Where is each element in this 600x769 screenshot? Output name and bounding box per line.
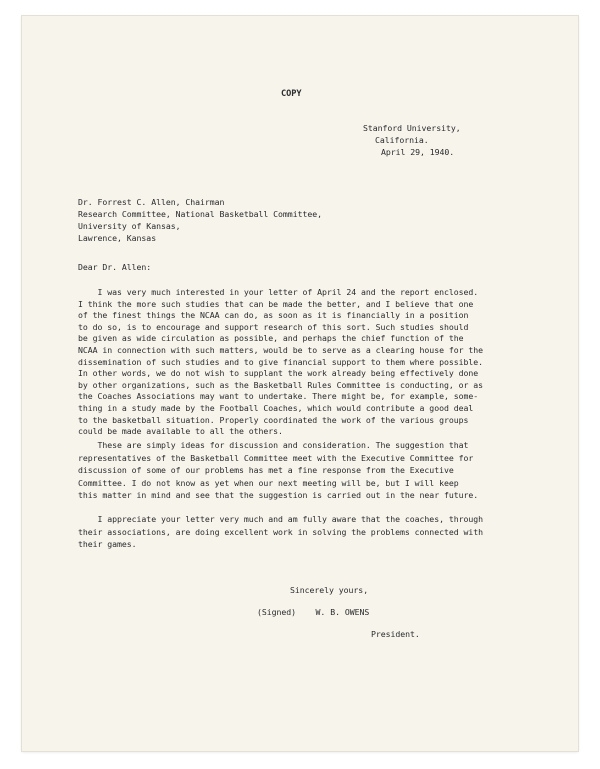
paragraph-line: could be made available to all the others. — [78, 426, 283, 437]
paragraph-line: their associations, are doing excellent work in solving the problems connected with — [78, 526, 483, 537]
letter-date: April 29, 1940. — [381, 147, 455, 157]
paragraph-line: dissemination of such studies and to give financial support to them where possible. — [78, 356, 483, 367]
closing: Sincerely yours, — [290, 585, 369, 595]
paragraph-line: I think the more such studies that can be made the better, and I believe that one — [78, 298, 474, 309]
recipient-city: Lawrence, Kansas — [78, 233, 157, 243]
paragraph-line: of the finest things the NCAA can do, as soon as it is financially in a position — [78, 310, 469, 321]
salutation: Dear Dr. Allen: — [78, 262, 152, 272]
paragraph-line: In other words, we do not wish to supplant the work already being effectively done — [78, 368, 479, 379]
paragraph-line: Committee. I do not know as yet when our next meeting will be, but I will keep — [78, 477, 459, 488]
signature-line: (Signed) W. B. OWENS — [257, 607, 370, 617]
body-paragraph-1 — [78, 287, 483, 438]
sender-state: California. — [375, 135, 429, 145]
paragraph-line: to do so, is to encourage and support research of this sort. Such studies should — [78, 321, 469, 332]
copy-mark: COPY — [281, 89, 302, 99]
paragraph-line: be given as wide circulation as possible, and perhaps the chief function of the — [78, 333, 464, 344]
paragraph-line: this matter in mind and see that the suggestion is carried out in the near future. — [78, 490, 479, 501]
recipient-university: University of Kansas, — [78, 221, 181, 231]
signer-title: President. — [371, 629, 420, 639]
body-paragraph-3 — [78, 514, 483, 552]
paragraph-line: their games. — [78, 539, 137, 550]
recipient-name: Dr. Forrest C. Allen, Chairman — [78, 197, 225, 207]
sender-institution: Stanford University, — [363, 123, 461, 133]
paragraph-line: discussion of some of our problems has met a fine response from the Executive — [78, 465, 454, 476]
recipient-committee: Research Committee, National Basketball Committee, — [78, 209, 322, 219]
paragraph-line: to the basketball situation. Properly coordinated the work of the various groups — [78, 414, 469, 425]
paragraph-line: I appreciate your letter very much and am fully aware that the coaches, through — [78, 514, 483, 524]
body-paragraph-2 — [78, 440, 478, 503]
paragraph-line: I was very much interested in your letter of April 24 and the report enclosed. — [78, 287, 479, 297]
paragraph-line: thing in a study made by the Football Coaches, which would contribute a good deal — [78, 402, 474, 413]
paragraph-line: These are simply ideas for discussion and consideration. The suggestion that — [78, 440, 469, 450]
paragraph-line: representatives of the Basketball Committee meet with the Executive Committee for — [78, 452, 474, 463]
letter-sheet — [22, 16, 578, 751]
paragraph-line: the Coaches Associations may want to undertake. There might be, for example, some- — [78, 391, 479, 402]
paragraph-line: by other organizations, such as the Basketball Rules Committee is conducting, or as — [78, 379, 483, 390]
paragraph-line: NCAA in connection with such matters, would be to serve as a clearing house for the — [78, 344, 483, 355]
